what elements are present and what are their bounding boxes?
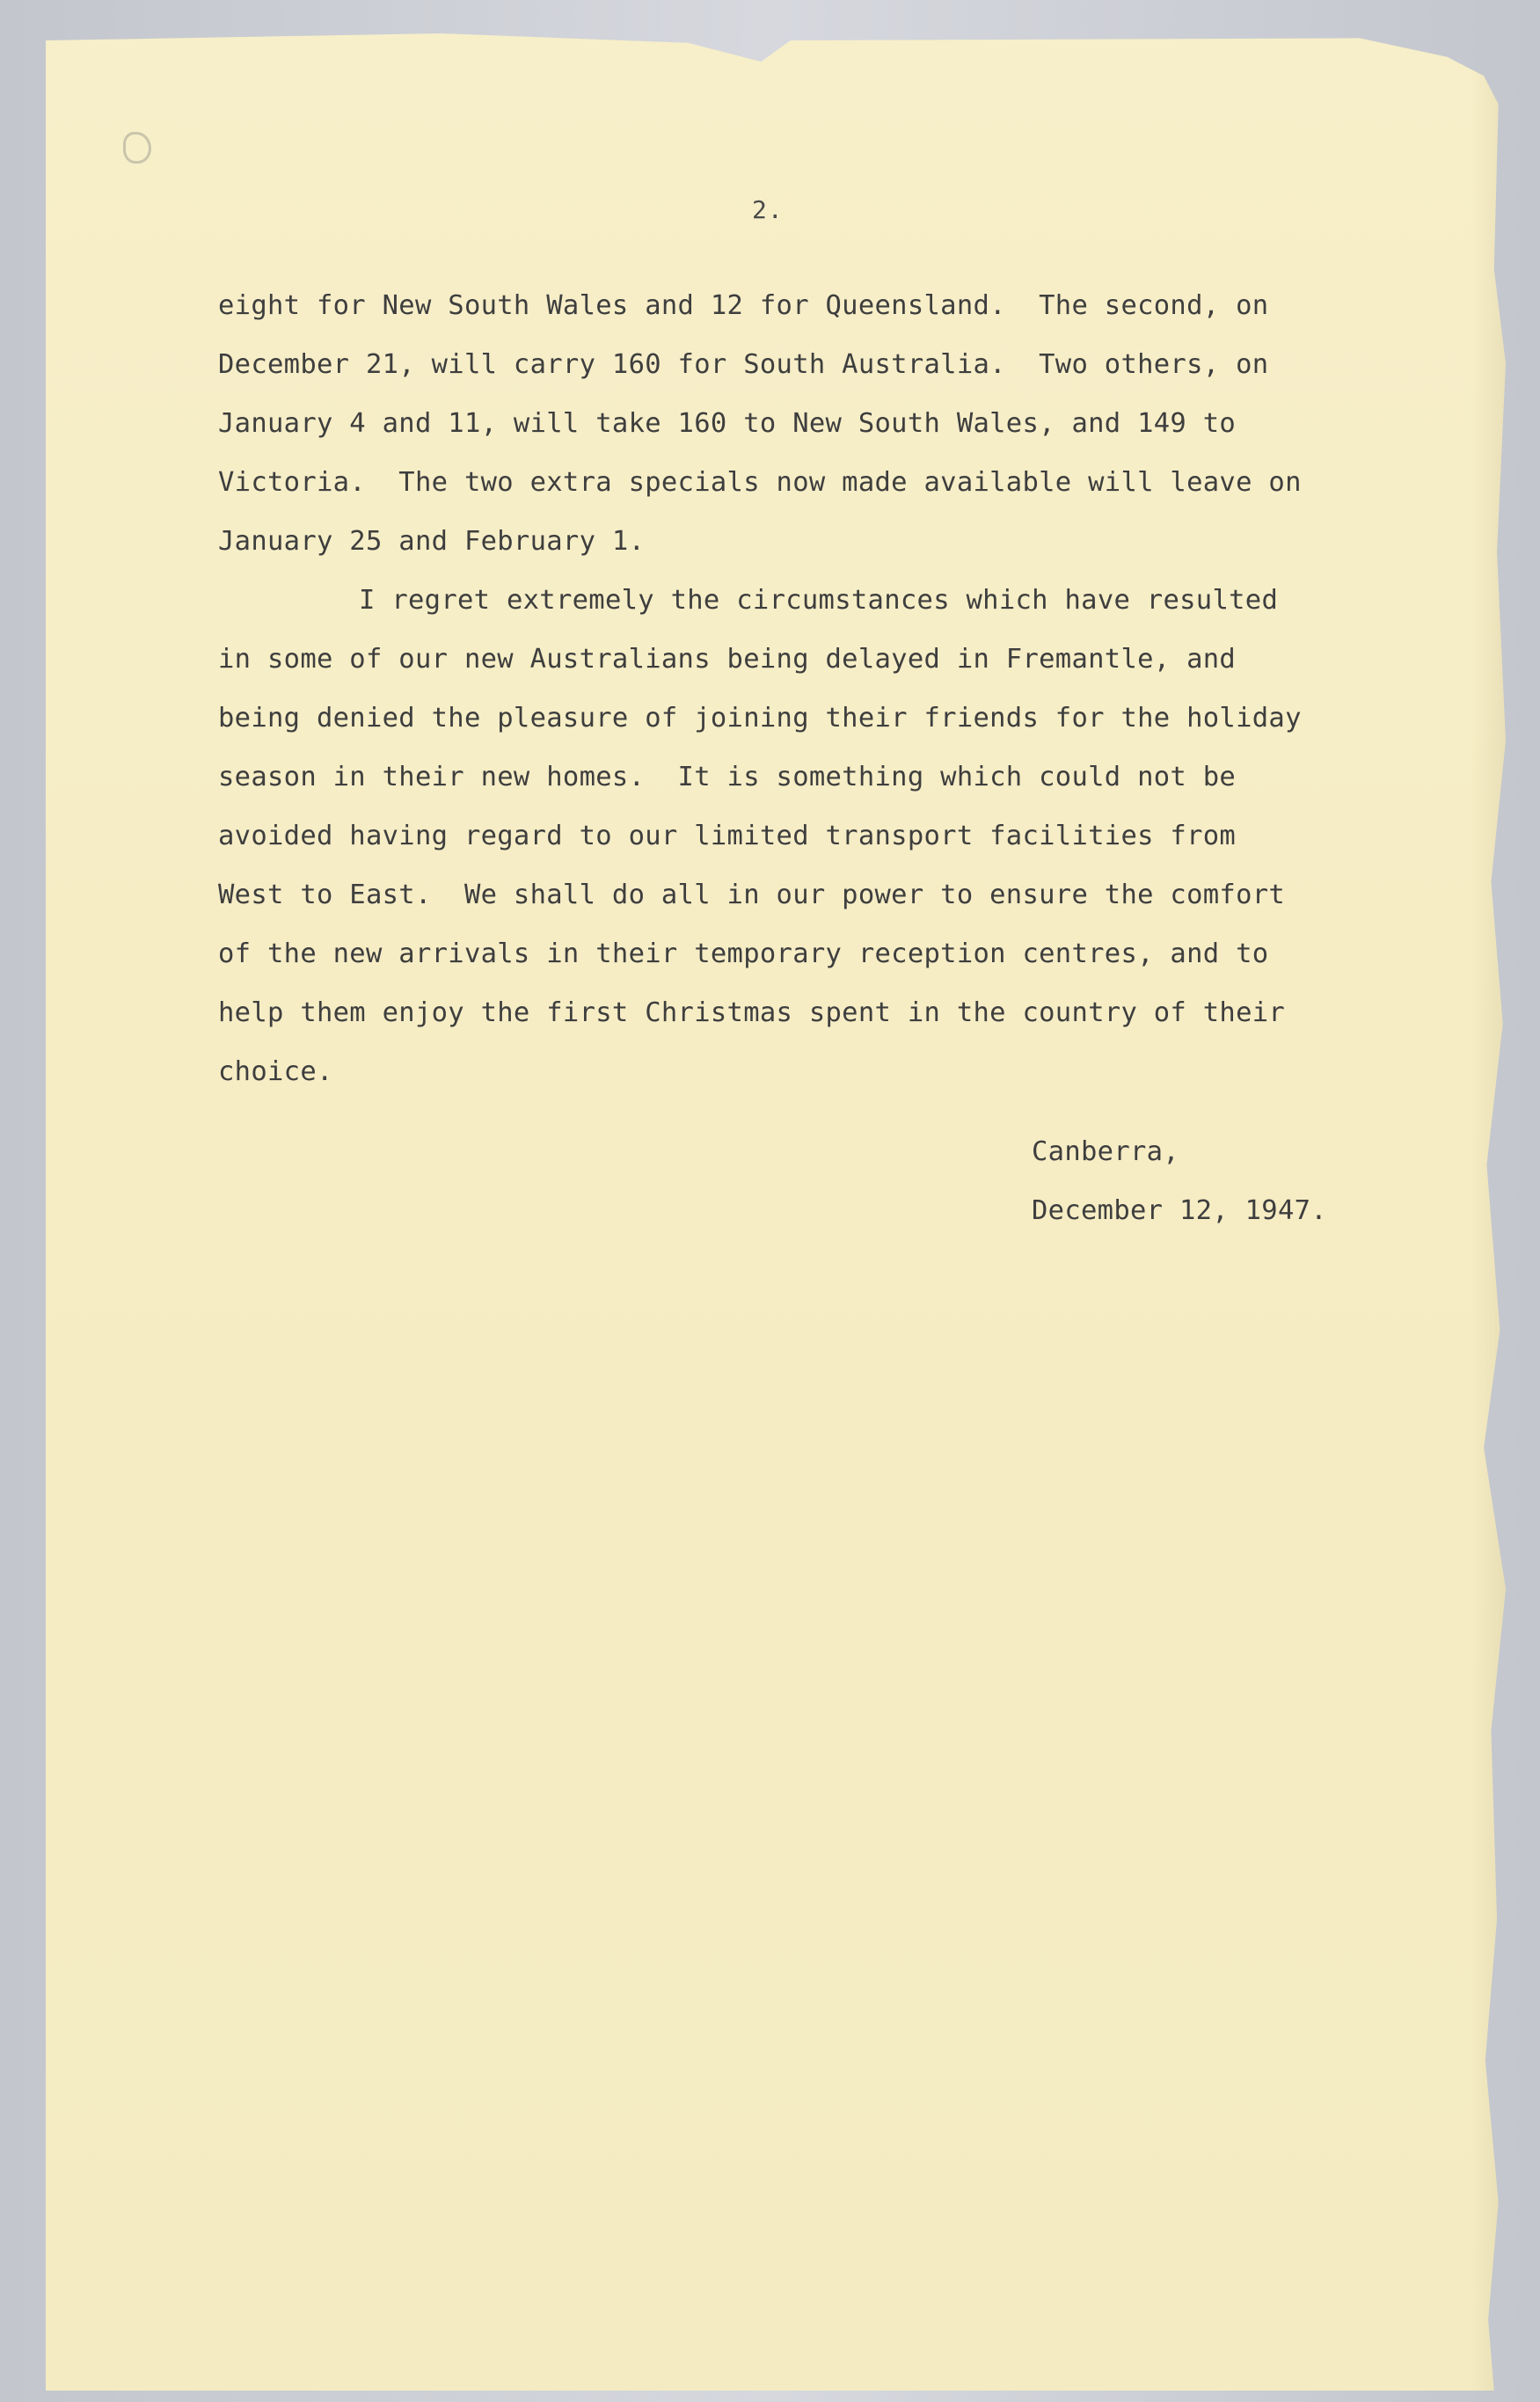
text-line: season in their new homes. It is something which could not be [218,762,1237,792]
page-number: 2. [752,195,784,224]
punch-hole-mark [123,132,151,164]
text-line: being denied the pleasure of joining their friends for the holiday [218,703,1302,734]
text-line: Victoria. The two extra specials now made available will leave on [218,467,1302,498]
text-line: of the new arrivals in their temporary reception centres, and to [218,938,1269,969]
text-line: I regret extremely the circumstances which have resulted [359,585,1279,616]
text-line: help them enjoy the first Christmas spent in the country of their [218,997,1286,1028]
text-line: avoided having regard to our limited transport facilities from [218,821,1237,851]
text-line: choice. [218,1056,333,1087]
text-line: January 25 and February 1. [218,526,646,557]
signoff-block [1032,1122,1327,1240]
text-line: in some of our new Australians being delayed in Fremantle, and [218,644,1237,675]
text-line: January 4 and 11, will take 160 to New South Wales, and 149 to [218,408,1237,439]
signoff-date: December 12, 1947. [1032,1195,1327,1226]
text-line: December 21, will carry 160 for South Australia. Two others, on [218,349,1269,380]
signoff-place: Canberra, [1032,1136,1179,1167]
text-line: West to East. We shall do all in our power to ensure the comfort [218,880,1286,910]
letter-body [218,276,1414,1101]
text-line: eight for New South Wales and 12 for Queensland. The second, on [218,290,1269,321]
